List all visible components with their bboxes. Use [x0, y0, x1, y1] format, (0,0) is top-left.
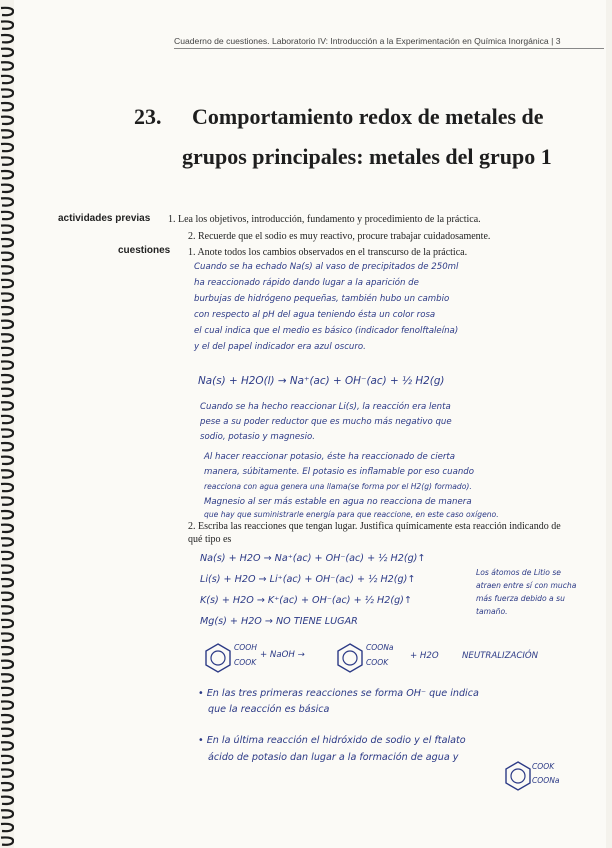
note-line-2: atraen entre sí con mucha [476, 581, 577, 590]
obs-line-6: y el del papel indicador era azul oscuro. [194, 342, 366, 352]
li-line-3: sodio, potasio y magnesio. [200, 432, 316, 442]
spiral-ring [1, 389, 13, 396]
section-cuestiones: cuestiones [118, 245, 171, 256]
group-cooh: COOH [234, 643, 257, 652]
spiral-ring [1, 525, 13, 532]
title-line-2: grupos principales: metales del grupo 1 [182, 144, 552, 169]
group-cook-product: COOK [366, 658, 389, 667]
spiral-ring [1, 103, 13, 110]
spiral-ring [1, 76, 13, 83]
spiral-ring [1, 21, 13, 28]
spiral-ring [1, 348, 13, 355]
benzene-ring-final-icon [500, 758, 536, 794]
spiral-ring [1, 756, 13, 763]
benzene-ring-product-icon [332, 640, 368, 676]
spiral-ring [1, 130, 13, 137]
reaction-potassium: K(s) + H2O → K⁺(ac) + OH⁻(ac) + ½ H2(g)↑ [200, 595, 412, 606]
k-line-3: reacciona con agua genera una llama(se forma por el H2(g) formado). [204, 482, 472, 491]
reaction-lithium: Li(s) + H2O → Li⁺(ac) + OH⁻(ac) + ½ H2(g)↑ [200, 574, 416, 585]
spiral-ring [1, 647, 13, 654]
benzene-ring-phthalate-icon [200, 640, 236, 676]
spiral-ring [1, 62, 13, 69]
obs-line-5: el cual indica que el medio es básico (indicador fenolftaleína) [194, 326, 459, 336]
spiral-ring [1, 375, 13, 382]
group-coona: COONa [366, 643, 394, 652]
k-line-1: Al hacer reaccionar potasio, éste ha reaccionado de cierta [204, 452, 456, 462]
k-line-2: manera, súbitamente. El potasio es inflamable por eso cuando [204, 467, 474, 477]
spiral-ring [1, 307, 13, 314]
li-line-1: Cuando se ha hecho reaccionar Li(s), la reacción era lenta [200, 402, 451, 412]
spiral-ring [1, 416, 13, 423]
obs-line-2: ha reaccionado rápido dando lugar a la aparición de [194, 278, 419, 288]
k-line-5: que hay que suministrarle energía para que reaccione, en este caso oxígeno. [204, 510, 499, 519]
spiral-ring [1, 579, 13, 586]
cuestion-2: 2. Escriba las reacciones que tengan lugar. Justifica químicamente esta reacción indicando de qué tipo es [188, 521, 561, 545]
obs-line-4: con respecto al pH del agua teniendo ésta un color rosa [194, 310, 436, 320]
spiral-ring [1, 593, 13, 600]
cuestion-1: 1. Anote todos los cambios observados en el transcurso de la práctica. [188, 247, 468, 258]
spiral-ring [1, 688, 13, 695]
spiral-ring [1, 457, 13, 464]
spiral-ring [1, 715, 13, 722]
spiral-ring [1, 729, 13, 736]
spiral-ring [1, 293, 13, 300]
title-line-1: Comportamiento redox de metales de [192, 104, 544, 129]
spiral-ring [1, 470, 13, 477]
neutral-naoh: + NaOH → [260, 650, 305, 660]
final-group-cook: COOK [532, 762, 555, 771]
section-actividades-previas: actividades previas [58, 213, 151, 224]
final-group-coona: COONa [532, 776, 560, 785]
spiral-ring [1, 552, 13, 559]
spiral-ring [1, 674, 13, 681]
spiral-ring [1, 620, 13, 627]
actividad-2: 2. Recuerde que el sodio es muy reactivo, procure trabajar cuidadosamente. [188, 231, 491, 242]
note-line-1: Los átomos de Litio se [476, 568, 561, 577]
spiral-ring [1, 144, 13, 151]
spiral-ring [1, 402, 13, 409]
note-line-4: tamaño. [476, 607, 508, 616]
group-cook: COOK [234, 658, 257, 667]
spiral-ring [1, 484, 13, 491]
spiral-ring [1, 171, 13, 178]
title-number: 23. [134, 104, 162, 129]
reaction-magnesium: Mg(s) + H2O → NO TIENE LUGAR [200, 616, 358, 627]
actividad-1: 1. Lea los objetivos, introducción, fundamento y procedimiento de la práctica. [168, 214, 481, 225]
spiral-ring [1, 212, 13, 219]
spiral-ring [1, 661, 13, 668]
spiral-ring [1, 497, 13, 504]
spiral-ring [1, 8, 13, 15]
bullet-1-line-1: • En las tres primeras reacciones se forma OH⁻ que indica [198, 688, 479, 699]
spiral-ring [1, 89, 13, 96]
spiral-ring [1, 334, 13, 341]
spiral-ring [1, 49, 13, 56]
spiral-ring [1, 361, 13, 368]
spiral-ring [1, 280, 13, 287]
k-line-4: Magnesio al ser más estable en agua no reacciona de manera [204, 497, 472, 507]
spiral-ring [1, 769, 13, 776]
spiral-ring [1, 538, 13, 545]
page-header: Cuaderno de cuestiones. Laboratorio IV: Introducción a la Experimentación en Química Inorgánica | 3 [174, 36, 604, 49]
note-line-3: más fuerza debido a su [476, 594, 565, 603]
li-line-2: pese a su poder reductor que es mucho más negativo que [200, 417, 452, 427]
spiral-ring [1, 633, 13, 640]
spiral-ring [1, 565, 13, 572]
neutral-h2o: + H2O [410, 651, 439, 661]
spiral-ring [1, 253, 13, 260]
notebook-page [14, 0, 606, 848]
spiral-ring [1, 824, 13, 831]
obs-line-3: burbujas de hidrógeno pequeñas, también hubo un cambio [194, 294, 450, 304]
reaction-sodium: Na(s) + H2O → Na⁺(ac) + OH⁻(ac) + ½ H2(g)↑ [200, 553, 426, 564]
spiral-ring [1, 198, 13, 205]
spiral-ring [1, 321, 13, 328]
spiral-ring [1, 429, 13, 436]
spiral-ring [1, 157, 13, 164]
spiral-ring [1, 511, 13, 518]
spiral-ring [1, 797, 13, 804]
spiral-ring [1, 701, 13, 708]
spiral-ring [1, 443, 13, 450]
neutralization-label: NEUTRALIZACIÓN [462, 651, 539, 661]
spiral-ring [1, 185, 13, 192]
bullet-2-line-1: • En la última reacción el hidróxido de sodio y el ftalato [198, 735, 466, 746]
spiral-ring [1, 225, 13, 232]
spiral-ring [1, 606, 13, 613]
spiral-ring [1, 810, 13, 817]
spiral-ring [1, 783, 13, 790]
spiral-ring [1, 35, 13, 42]
bullet-2-line-2: ácido de potasio dan lugar a la formación de agua y [208, 752, 459, 763]
spiral-ring [1, 117, 13, 124]
spiral-ring [1, 239, 13, 246]
spiral-ring [1, 742, 13, 749]
obs-line-1: Cuando se ha echado Na(s) al vaso de precipitados de 250ml [194, 262, 459, 272]
equation-sodium: Na(s) + H2O(l) → Na⁺(ac) + OH⁻(ac) + ½ H2(g) [198, 375, 445, 387]
bullet-1-line-2: que la reacción es básica [208, 704, 330, 715]
spiral-ring [1, 266, 13, 273]
spiral-ring [1, 837, 13, 844]
